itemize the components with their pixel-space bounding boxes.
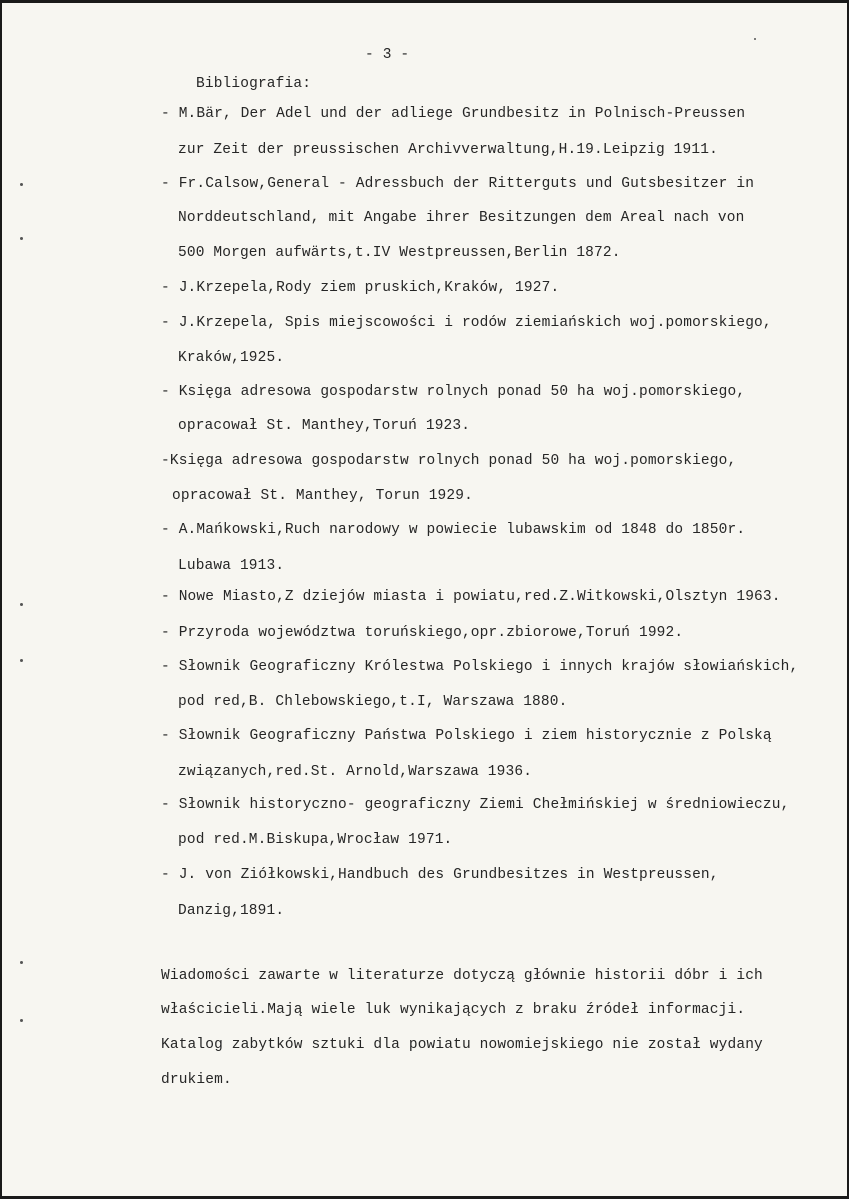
bibliography-line: - J.Krzepela,Rody ziem pruskich,Kraków, 1927. xyxy=(161,280,560,296)
bibliography-line: opracował St. Manthey,Toruń 1923. xyxy=(178,418,471,434)
paragraph-line: Katalog zabytków sztuki dla powiatu nowomiejskiego nie został wydany xyxy=(161,1037,763,1053)
bibliography-line: Lubawa 1913. xyxy=(178,558,285,574)
bibliography-line: pod red,B. Chlebowskiego,t.I, Warszawa 1880. xyxy=(178,694,568,710)
bibliography-line: - Słownik historyczno- geograficzny Ziemi Chełmińskiej w średniowieczu, xyxy=(161,797,790,813)
bibliography-line: Norddeutschland, mit Angabe ihrer Besitzungen dem Areal nach von xyxy=(178,210,745,226)
paragraph-line: drukiem. xyxy=(161,1072,232,1088)
bibliography-line: - Nowe Miasto,Z dziejów miasta i powiatu,red.Z.Witkowski,Olsztyn 1963. xyxy=(161,589,781,605)
bibliography-line: Danzig,1891. xyxy=(178,903,285,919)
bibliography-line: -Księga adresowa gospodarstw rolnych ponad 50 ha woj.pomorskiego, xyxy=(161,453,737,469)
bibliography-line: - Przyroda województwa toruńskiego,opr.zbiorowe,Toruń 1992. xyxy=(161,625,684,641)
bibliography-line: - M.Bär, Der Adel und der adliege Grundbesitz in Polnisch-Preussen xyxy=(161,106,746,122)
bibliography-line: - A.Mańkowski,Ruch narodowy w powiecie lubawskim od 1848 do 1850r. xyxy=(161,522,746,538)
scan-speck xyxy=(20,961,23,964)
bibliography-line: 500 Morgen aufwärts,t.IV Westpreussen,Berlin 1872. xyxy=(178,245,621,261)
bibliography-line: - Słownik Geograficzny Państwa Polskiego i ziem historycznie z Polską xyxy=(161,728,772,744)
bibliography-line: opracował St. Manthey, Torun 1929. xyxy=(172,488,473,504)
bibliography-heading: Bibliografia: xyxy=(196,76,312,92)
bibliography-line: Kraków,1925. xyxy=(178,350,285,366)
bibliography-line: związanych,red.St. Arnold,Warszawa 1936. xyxy=(178,764,533,780)
bibliography-line: zur Zeit der preussischen Archivverwaltung,H.19.Leipzig 1911. xyxy=(178,142,718,158)
scan-speck xyxy=(20,603,23,606)
bibliography-line: - Księga adresowa gospodarstw rolnych ponad 50 ha woj.pomorskiego, xyxy=(161,384,746,400)
bibliography-line: - J.Krzepela, Spis miejscowości i rodów ziemiańskich woj.pomorskiego, xyxy=(161,315,772,331)
scan-speck xyxy=(20,237,23,240)
scan-speck xyxy=(754,38,756,40)
page-number: - 3 - xyxy=(365,47,410,63)
bibliography-line: - J. von Ziółkowski,Handbuch des Grundbesitzes in Westpreussen, xyxy=(161,867,719,883)
paragraph-line: właścicieli.Mają wiele luk wynikających z braku źródeł informacji. xyxy=(161,1002,746,1018)
bibliography-line: pod red.M.Biskupa,Wrocław 1971. xyxy=(178,832,453,848)
bibliography-line: - Słownik Geograficzny Królestwa Polskiego i innych krajów słowiańskich, xyxy=(161,659,799,675)
bibliography-line: - Fr.Calsow,General - Adressbuch der Ritterguts und Gutsbesitzer in xyxy=(161,176,755,192)
scan-speck xyxy=(20,183,23,186)
scan-speck xyxy=(20,1019,23,1022)
paragraph-line: Wiadomości zawarte w literaturze dotyczą głównie historii dóbr i ich xyxy=(161,968,763,984)
document-page xyxy=(2,3,847,1196)
scan-speck xyxy=(20,659,23,662)
